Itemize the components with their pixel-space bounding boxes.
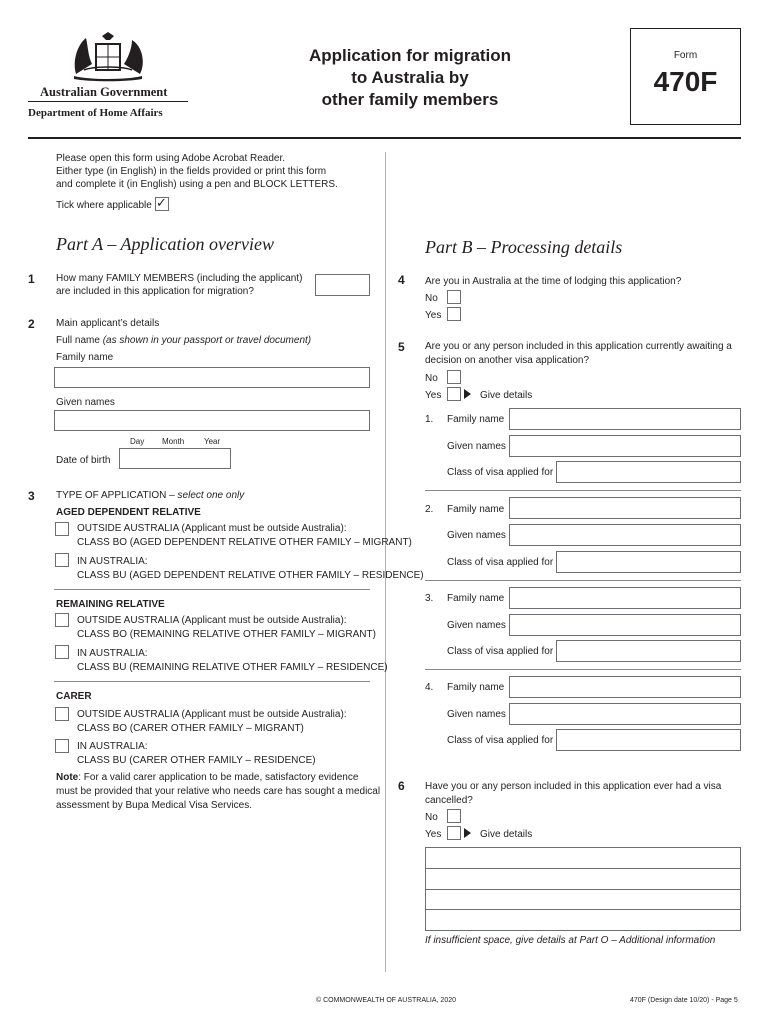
intro-line-1: Please open this form using Adobe Acrobat Reader. <box>56 153 286 164</box>
q6-no-label: No <box>425 812 438 823</box>
q5-entry-2-number: 2. <box>425 504 434 515</box>
carer-inside-checkbox[interactable] <box>55 739 69 753</box>
intro-line-3: and complete it (in English) using a pen and BLOCK LETTERS. <box>56 179 338 190</box>
q5-entry-2-family-input[interactable] <box>509 497 741 519</box>
q4-no-label: No <box>425 293 438 304</box>
q5-entry-3-family-label: Family name <box>447 593 505 604</box>
carer-heading: CARER <box>56 691 92 702</box>
q3-hint: select one only <box>177 490 245 501</box>
q5-entry-4-class-input[interactable] <box>556 729 741 751</box>
q6-number: 6 <box>398 779 405 793</box>
aged-inside-line-1: IN AUSTRALIA: <box>77 556 148 567</box>
q6-details-row-1[interactable] <box>425 847 741 869</box>
gov-divider <box>28 101 188 102</box>
footer-copyright: © COMMONWEALTH OF AUSTRALIA, 2020 <box>316 997 456 1004</box>
remaining-outside-checkbox[interactable] <box>55 613 69 627</box>
q5-number: 5 <box>398 340 405 354</box>
tick-label: Tick where applicable <box>56 200 152 211</box>
remaining-inside-line-1: IN AUSTRALIA: <box>77 648 148 659</box>
q5-yes-checkbox[interactable] <box>447 387 461 401</box>
q6-yes-checkbox[interactable] <box>447 826 461 840</box>
q6-no-checkbox[interactable] <box>447 809 461 823</box>
dob-day-label: Day <box>130 437 145 446</box>
q5-entry-4-number: 4. <box>425 682 434 693</box>
intro-line-2: Either type (in English) in the fields provided or print this form <box>56 166 327 177</box>
q3-label-text: TYPE OF APPLICATION – <box>56 490 175 501</box>
column-divider <box>385 152 386 972</box>
aged-outside-checkbox[interactable] <box>55 522 69 536</box>
q5-give-details: Give details <box>480 390 533 401</box>
q5-entry-3-number: 3. <box>425 593 434 604</box>
remaining-inside-checkbox[interactable] <box>55 645 69 659</box>
coat-of-arms-icon <box>66 30 150 82</box>
part-a-title: Part A – Application overview <box>56 234 274 254</box>
remaining-outside-line-2: CLASS BO (REMAINING RELATIVE OTHER FAMILY – MIGRANT) <box>77 629 376 640</box>
carer-outside-line-1: OUTSIDE AUSTRALIA (Applicant must be outside Australia): <box>77 709 347 720</box>
q4-number: 4 <box>398 273 405 287</box>
q5-entry-4-given-label: Given names <box>447 709 506 720</box>
q6-details-row-4[interactable] <box>425 909 741 931</box>
form-number: 470F <box>653 66 718 97</box>
dob-year-label: Year <box>204 437 221 446</box>
q5-entry-4-given-input[interactable] <box>509 703 741 725</box>
carer-note-line-3: assessment by Bupa Medical Visa Services. <box>56 800 253 811</box>
q5-entry-3-class-label: Class of visa applied for <box>447 646 554 657</box>
q3-divider-2 <box>54 681 370 682</box>
q5-divider-3 <box>425 669 741 670</box>
carer-outside-checkbox[interactable] <box>55 707 69 721</box>
date-of-birth-input[interactable] <box>119 448 231 469</box>
header-rule <box>28 137 741 139</box>
q1-line-1: How many FAMILY MEMBERS (including the applicant) <box>56 273 303 284</box>
q5-entry-2-class-input[interactable] <box>556 551 741 573</box>
given-names-label: Given names <box>56 397 115 408</box>
family-name-label: Family name <box>56 352 114 363</box>
q5-entry-1-number: 1. <box>425 414 434 425</box>
q5-entry-2-class-label: Class of visa applied for <box>447 557 554 568</box>
q4-no-checkbox[interactable] <box>447 290 461 304</box>
remaining-outside-line-1: OUTSIDE AUSTRALIA (Applicant must be outside Australia): <box>77 615 347 626</box>
aged-inside-line-2: CLASS BU (AGED DEPENDENT RELATIVE OTHER FAMILY – RESIDENCE) <box>77 570 424 581</box>
q5-entry-1-class-label: Class of visa applied for <box>447 467 554 478</box>
q3-number: 3 <box>28 489 35 503</box>
q1-number: 1 <box>28 272 35 286</box>
q6-line-1: Have you or any person included in this application ever had a visa <box>425 781 722 792</box>
tick-mark-icon: ✓ <box>156 195 167 210</box>
part-b-title: Part B – Processing details <box>425 237 623 257</box>
q5-entry-2-given-label: Given names <box>447 530 506 541</box>
family-name-input[interactable] <box>54 367 370 388</box>
remaining-inside-line-2: CLASS BU (REMAINING RELATIVE OTHER FAMILY – RESIDENCE) <box>77 662 388 673</box>
carer-inside-line-2: CLASS BU (CARER OTHER FAMILY – RESIDENCE) <box>77 755 316 766</box>
q2-number: 2 <box>28 317 35 331</box>
footer-design-date: 470F (Design date 10/20) - Page 5 <box>630 997 738 1004</box>
government-name: Australian Government <box>40 85 168 99</box>
q1-line-2: are included in this application for migration? <box>56 286 254 297</box>
q6-details-row-2[interactable] <box>425 868 741 890</box>
q5-entry-3-given-label: Given names <box>447 620 506 631</box>
q5-arrow-icon <box>464 389 471 399</box>
q4-yes-checkbox[interactable] <box>447 307 461 321</box>
q5-entry-1-given-input[interactable] <box>509 435 741 457</box>
aged-outside-line-1: OUTSIDE AUSTRALIA (Applicant must be outside Australia): <box>77 523 347 534</box>
q5-line-2: decision on another visa application? <box>425 355 589 366</box>
q5-entry-2-family-label: Family name <box>447 504 505 515</box>
q2-label: Main applicant’s details <box>56 318 160 329</box>
q5-entry-3-given-input[interactable] <box>509 614 741 636</box>
carer-note-line-2: must be provided that your relative who needs care has sought a medical <box>56 786 381 797</box>
q6-arrow-icon <box>464 828 471 838</box>
aged-outside-line-2: CLASS BO (AGED DEPENDENT RELATIVE OTHER FAMILY – MIGRANT) <box>77 537 412 548</box>
form-label: Form <box>673 50 698 61</box>
note-label: Note <box>56 772 79 783</box>
family-members-count-input[interactable] <box>315 274 370 296</box>
q5-no-label: No <box>425 373 438 384</box>
form-title-line-2: to Australia by <box>351 68 469 87</box>
q4-yes-label: Yes <box>425 310 442 321</box>
q6-insufficient-note: If insufficient space, give details at Part O – Additional information <box>425 935 716 946</box>
carer-inside-line-1: IN AUSTRALIA: <box>77 741 148 752</box>
q5-entry-2-given-input[interactable] <box>509 524 741 546</box>
q5-entry-1-family-label: Family name <box>447 414 505 425</box>
q3-label <box>56 490 244 502</box>
q5-yes-label: Yes <box>425 390 442 401</box>
remaining-heading: REMAINING RELATIVE <box>56 599 165 610</box>
q5-divider-1 <box>425 490 741 491</box>
dob-month-label: Month <box>162 437 185 446</box>
q5-entry-1-family-input[interactable] <box>509 408 741 430</box>
dob-label: Date of birth <box>56 455 111 466</box>
q5-entry-4-class-label: Class of visa applied for <box>447 735 554 746</box>
q4-label: Are you in Australia at the time of lodging this application? <box>425 276 682 287</box>
aged-heading: AGED DEPENDENT RELATIVE <box>56 507 201 518</box>
q5-entry-4-family-input[interactable] <box>509 676 741 698</box>
full-name-label <box>56 335 311 347</box>
q6-details-row-3[interactable] <box>425 889 741 910</box>
form-title-line-3: other family members <box>321 90 499 109</box>
full-name-hint: (as shown in your passport or travel document) <box>102 335 312 346</box>
carer-note-line-1 <box>56 772 358 784</box>
q5-entry-3-class-input[interactable] <box>556 640 741 662</box>
q6-yes-label: Yes <box>425 829 442 840</box>
q5-entry-1-given-label: Given names <box>447 441 506 452</box>
full-name-prefix: Full name <box>56 335 100 346</box>
q5-no-checkbox[interactable] <box>447 370 461 384</box>
q3-divider-1 <box>54 589 370 590</box>
q5-entry-1-class-input[interactable] <box>556 461 741 483</box>
q5-line-1: Are you or any person included in this application currently awaiting a <box>425 341 732 352</box>
q6-line-2: cancelled? <box>425 795 473 806</box>
form-title-line-1: Application for migration <box>308 46 512 65</box>
q6-give-details: Give details <box>480 829 533 840</box>
q5-divider-2 <box>425 580 741 581</box>
q5-entry-3-family-input[interactable] <box>509 587 741 609</box>
carer-outside-line-2: CLASS BO (CARER OTHER FAMILY – MIGRANT) <box>77 723 304 734</box>
aged-inside-checkbox[interactable] <box>55 553 69 567</box>
q5-entry-4-family-label: Family name <box>447 682 505 693</box>
given-names-input[interactable] <box>54 410 370 431</box>
note-text-1: : For a valid carer application to be made, satisfactory evidence <box>78 772 359 783</box>
department-name: Department of Home Affairs <box>28 107 163 119</box>
